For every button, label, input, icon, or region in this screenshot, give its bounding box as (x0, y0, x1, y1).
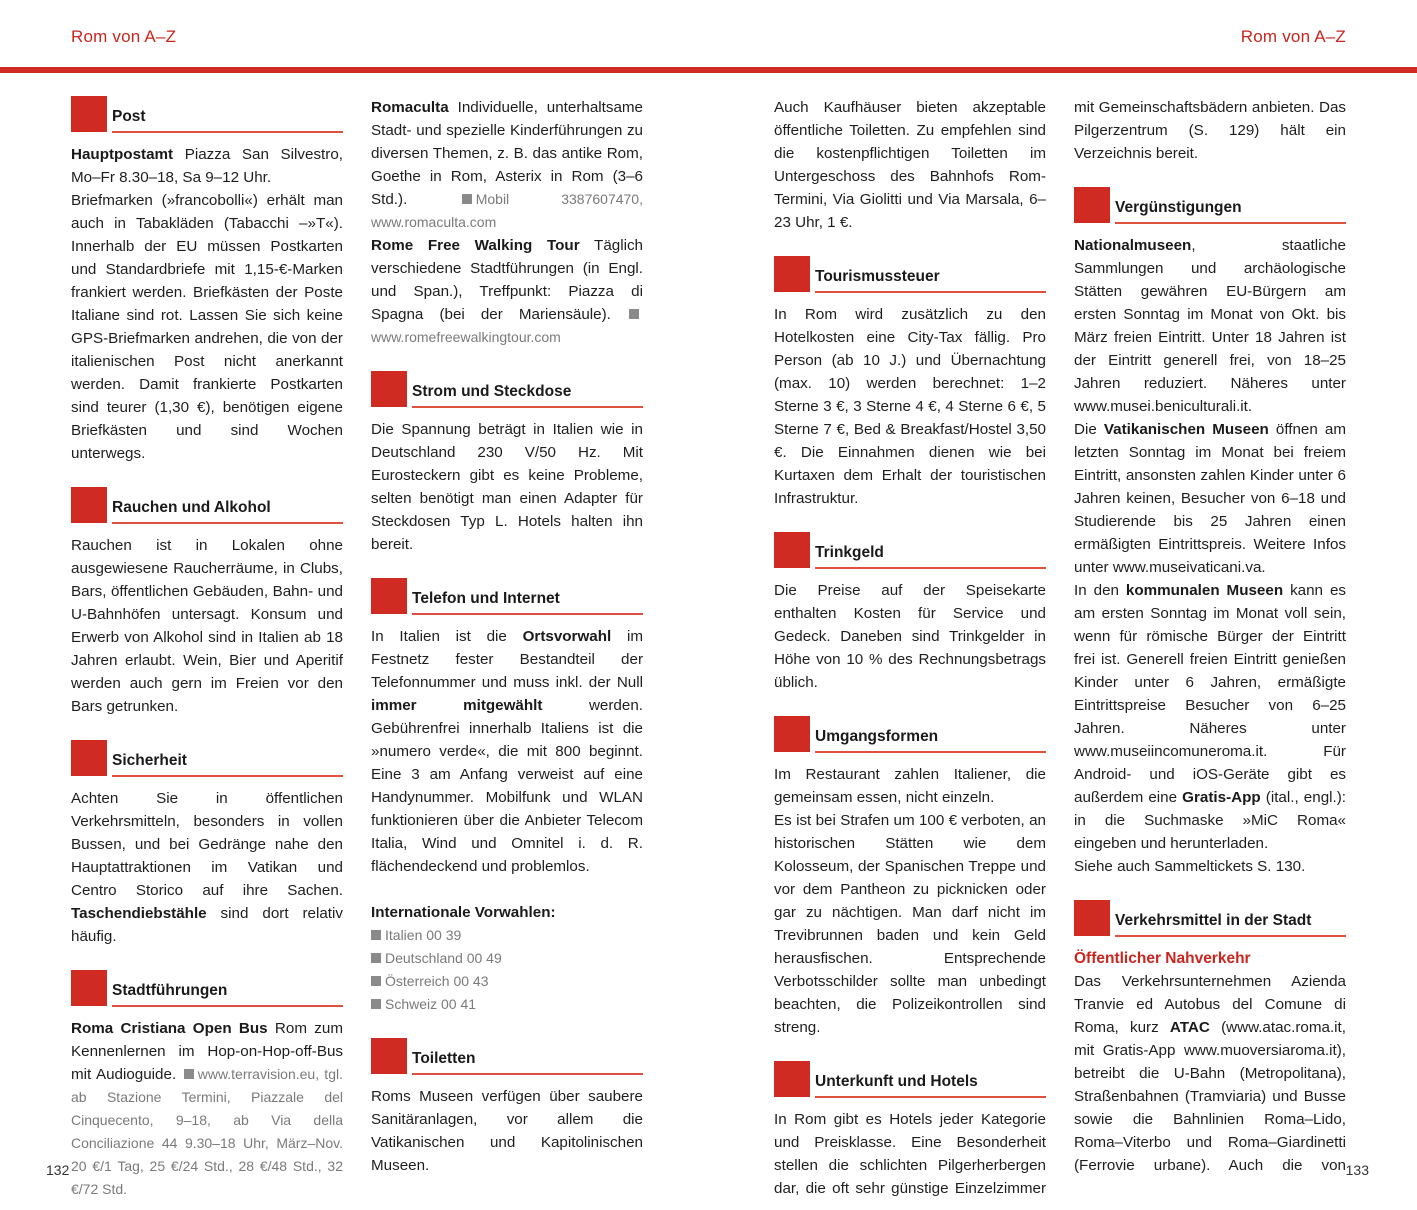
text: Täglich verschiedene Stadtführungen (in Engl. und Span.), Treffpunkt: Piazza di Spagna (bei der Mariensäule). (371, 237, 643, 323)
verguenstigungen-p2 (1074, 418, 1346, 579)
info-bullet-icon (462, 194, 472, 204)
section-header-telefon (371, 578, 643, 615)
info-bullet-icon (184, 1069, 194, 1079)
text: Die (1074, 421, 1104, 438)
bold-term: Nationalmuseen (1074, 237, 1192, 254)
section-title: Post (112, 108, 146, 125)
section-title: Sicherheit (112, 752, 187, 769)
section-rule (412, 406, 643, 408)
section-header-sicherheit (71, 740, 343, 777)
section-header-verguenstigungen (1074, 187, 1346, 224)
section-title: Strom und Steckdose (412, 383, 572, 400)
section-rule (815, 1096, 1046, 1098)
text: Das Verkehrsunternehmen Azienda Tranvie ed Autobus del Comune di Roma, kurz (1074, 973, 1346, 1036)
bold-term: Romaculta (371, 99, 449, 116)
section-marker-icon (774, 716, 810, 752)
bold-term: ATAC (1169, 1019, 1210, 1036)
section-marker-icon (774, 1061, 810, 1097)
text: kann es am ersten Sonntag im Monat voll sein, wenn für römische Bürger der Eintritt frei ist. Generell freien Eintritt genießen Kinder unter 6 Jahren, ermäßigte Eintrittspreise Besucher von 6–25 Jahren. Näheres unter www.museiincomuneroma.it. Für Android- und iOS-Geräte gibt es außerdem eine (1074, 582, 1346, 806)
vorwahl-item (371, 947, 643, 970)
bold-term: kommunalen Museen (1125, 582, 1284, 599)
text: (ital., engl.): in die Suchmaske »MiC Roma« eingeben und herunterladen. (1074, 789, 1347, 852)
text: , staatliche Sammlungen und archäologische Stätten gewähren EU-Bürgern am ersten Sonntag im Monat von Okt. bis März freien Eintritt. Unter 18 Jahren ist der Eintritt generell frei, von 18–25 Jahren reduziert. Näheres unter www.musei.beniculturali.it. (1074, 237, 1346, 415)
romaculta-entry (371, 96, 643, 234)
rauchen-body: Rauchen ist in Lokalen ohne ausgewiesene Raucherräume, in Clubs, Bars, öffentlichen Gebäuden, Bahn- und U-Bahnhöfen untersagt. Konsum und Erwerb von Alkohol sind in Italien ab 18 Jahren erlaubt. Wein, Bier und Aperitif werden auch gern im Freien vor den Bars getrunken. (71, 537, 343, 715)
bold-term: immer mitgewählt (371, 697, 543, 714)
section-marker-icon (71, 96, 107, 132)
verguenstigungen-p3 (1074, 579, 1346, 855)
bold-term: Rome Free Walking Tour (371, 237, 580, 254)
info-text: Mobil 3387607470, www.romaculta.com (371, 191, 643, 230)
vorwahl-item (371, 993, 643, 1016)
bold-term: Gratis-App (1182, 789, 1261, 806)
section-title: Trinkgeld (815, 544, 884, 561)
toiletten-body: Roms Museen verfügen über saubere Sanitäranlagen, vor allem die Vatikanischen und Kapitolinischen Museen. (371, 1088, 643, 1174)
section-title: Verkehrsmittel in der Stadt (1115, 912, 1312, 929)
verguenstigungen-p4: Siehe auch Sammeltickets S. 130. (1074, 858, 1306, 875)
list-bullet-icon (371, 999, 381, 1009)
stadtfuehrungen-openbus (71, 1017, 343, 1201)
section-marker-icon (371, 578, 407, 614)
vorwahlen-title (371, 901, 643, 924)
text: Individuelle, unterhaltsame Stadt- und spezielle Kinderführungen zu diversen Themen, z. B. das antike Rom, Goethe in Rom, Asterix in Rom (3–6 Std.). (371, 99, 643, 208)
text: Piazza San Silvestro, Mo–Fr 8.30–18, Sa 9–12 Uhr. (71, 146, 343, 186)
section-header-stadtfuehrungen (71, 970, 343, 1007)
section-header-verkehrsmittel (1074, 900, 1346, 937)
section-marker-icon (71, 487, 107, 523)
text: Italien 00 39 (385, 927, 462, 943)
column-2 (371, 96, 643, 1177)
running-head-right: Rom von A–Z (1240, 27, 1346, 46)
section-header-umgangsformen (774, 716, 1046, 753)
text: Schweiz 00 41 (385, 996, 477, 1012)
section-rule (815, 751, 1046, 753)
bold-term: Hauptpostamt (71, 146, 174, 163)
vorwahl-item (371, 924, 643, 947)
trinkgeld-body: Die Preise auf der Speisekarte enthalten Kosten für Service und Gedeck. Daneben sind Trinkgelder in Höhe von 10 % des Rechnungsbetrags üblich. (774, 582, 1046, 691)
post-body: Briefmarken (»francobolli«) erhält man auch in Tabakläden (Tabacchi –»T«). Innerhalb der EU müssen Postkarten und Standardbriefe mit 1,15-€-Marken frankiert werden. Briefkästen der Poste Italiane sind rot. Lassen Sie sich keine GPS-Briefmarken andrehen, die von der italienischen Post nicht anerkannt werden. Damit frankierte Postkarten sind teurer (1,30 €), benötigen eigene Briefkästen und sind Wochen unterwegs. (71, 192, 343, 462)
section-title: Rauchen und Alkohol (112, 499, 271, 516)
section-title: Umgangsformen (815, 728, 939, 745)
sicherheit-body (71, 787, 343, 948)
section-marker-icon (774, 532, 810, 568)
section-header-post (71, 96, 343, 133)
list-bullet-icon (371, 953, 381, 963)
text: werden. Gebührenfrei innerhalb Italiens ist die »numero verde«, die mit 800 beginnt. Eine 3 am Anfang verweist auf eine Handynummer. Mobilfunk und WLAN funktionieren über die Anbieter Telecom Italia, Wind und Omnitel i. d. R. flächendeckend und problemlos. (371, 697, 643, 875)
section-rule (112, 1005, 343, 1007)
header-rule (0, 67, 1417, 73)
section-marker-icon (1074, 900, 1110, 936)
toiletten-continued: Auch Kaufhäuser bieten akzeptable öffentliche Toiletten. Zu empfehlen sind die kostenpflichtigen Toiletten im Untergeschoss des Bahnhofs Rom-Termini, Via Giolitti und Via Marsala, 6–23 Uhr, 1 €. (774, 99, 1046, 231)
text: In Italien ist die (371, 628, 523, 645)
unterkunft-continued: mit Gemeinschaftsbädern anbieten. Das Pilgerzentrum (S. 129) hält ein Verzeichnis bereit. (1074, 99, 1346, 162)
text: öffnen am letzten Sonntag im Monat bei freiem Eintritt, ansonsten zahlen Kinder unter 6 Jahren keinen, Besucher von 6–18 und Studierende bis 25 Jahren einen ermäßigten Eintrittspreis. Weitere Infos unter www.museivaticani.va. (1074, 421, 1346, 576)
section-header-strom (371, 371, 643, 408)
text: sind dort relativ häufig. (71, 905, 343, 945)
bold-term: Roma Cristiana Open Bus (71, 1020, 268, 1037)
section-header-unterkunft (774, 1061, 1046, 1098)
text: In den (1074, 582, 1126, 599)
text: Deutschland 00 49 (385, 950, 502, 966)
page-number-left: 132 (46, 1162, 70, 1178)
column-1 (71, 96, 343, 1201)
section-rule (1115, 935, 1346, 937)
section-rule (412, 1073, 643, 1075)
info-text: www.terravision.eu, tgl. ab Stazione Termini, Piazzale del Cinquecento, 9–18, ab Via della Conciliazione 44 9.30–18 Uhr, März–Nov. 20 €/1 Tag, 25 €/24 Std., 28 €/48 Std., 32 €/72 Std. (71, 1066, 343, 1197)
tourismus-body: In Rom wird zusätzlich zu den Hotelkosten eine City-Tax fällig. Pro Person (ab 10 J.) und Übernachtung (max. 10) werden berechnet: 1–2 Sterne 3 €, 3 Sterne 4 €, 4 Sterne 6 €, 5 Sterne 7 €, Bed & Breakfast/Hostel 3,50 €. Die Einnahmen dienen wie bei Kurtaxen dem Erhalt der touristischen Infrastruktur. (774, 306, 1046, 507)
section-header-trinkgeld (774, 532, 1046, 569)
info-text: www.romefreewalkingtour.com (371, 329, 561, 345)
freewalking-entry (371, 234, 643, 349)
section-marker-icon (371, 1038, 407, 1074)
section-title: Toiletten (412, 1050, 476, 1067)
section-title: Telefon und Internet (412, 590, 560, 607)
section-rule (112, 522, 343, 524)
unterkunft-body: In Rom gibt es Hotels jeder Kategorie und Preisklasse. Eine Besonderheit stellen die schlichten Pilgerherbergen dar, die oft sehr günstige Einzelzimmer (774, 1111, 1046, 1197)
section-marker-icon (71, 740, 107, 776)
umgang-p1: Im Restaurant zahlen Italiener, die gemeinsam essen, nicht einzeln. (774, 766, 1046, 806)
running-head-left: Rom von A–Z (71, 27, 177, 46)
bold-term: Ortsvorwahl (522, 628, 612, 645)
list-bullet-icon (371, 976, 381, 986)
section-title: Stadtführungen (112, 982, 228, 999)
section-header-rauchen (71, 487, 343, 524)
text: (www.atac.roma.it, mit Gratis-App www.muoversiaroma.it), betreibt die U-Bahn (Metropolitana), Straßenbahnen (Tramviaria) und Busse sowie die Bahnlinien Roma–Lido, Roma–Viterbo und Roma–Giardinetti (Ferrovie urbane). Auch die von (1074, 1019, 1346, 1174)
list-bullet-icon (371, 930, 381, 940)
vorwahl-item (371, 970, 643, 993)
column-4 (1074, 96, 1346, 1177)
section-header-tourismussteuer (774, 256, 1046, 293)
section-title: Unterkunft und Hotels (815, 1073, 978, 1090)
section-rule (815, 291, 1046, 293)
section-marker-icon (371, 371, 407, 407)
bold-term: Taschendiebstähle (71, 905, 207, 922)
column-3 (774, 96, 1046, 1200)
umgang-p2: Es ist bei Strafen um 100 € verboten, an historischen Stätten wie dem Kolosseum, der Spanischen Treppe und vor dem Pantheon zu picknicken oder gar zu nächtigen. Man darf nicht im Trevibrunnen baden und kein Geld herausfischen. Entsprechende Verbotsschilder sollte man unbedingt beachten, die Polizeikontrollen sind streng. (774, 812, 1046, 1036)
text: Rom zum Kennenlernen im Hop-on-Hop-off-Bus mit Audioguide. (71, 1020, 343, 1083)
section-header-toiletten (371, 1038, 643, 1075)
section-rule (412, 613, 643, 615)
post-hauptpostamt (71, 143, 343, 189)
section-marker-icon (774, 256, 810, 292)
text: Österreich 00 43 (385, 973, 489, 989)
section-rule (112, 131, 343, 133)
text: im Festnetz fester Bestandteil der Telefonnummer und muss inkl. der Null (371, 628, 643, 691)
strom-body: Die Spannung beträgt in Italien wie in Deutschland 230 V/50 Hz. Mit Eurosteckern gibt es keine Probleme, selten benötigt man einen Adapter für Steckdosen Typ L. Hotels halten ihn bereit. (371, 421, 643, 553)
subheading: Internationale Vorwahlen: (371, 904, 556, 921)
section-rule (1115, 222, 1346, 224)
page-number-right: 133 (1345, 1162, 1369, 1178)
verkehr-body (1074, 970, 1346, 1177)
telefon-body (371, 625, 643, 878)
section-rule (112, 775, 343, 777)
subheading-nahverkehr: Öffentlicher Nahverkehr (1074, 950, 1251, 967)
info-bullet-icon (629, 309, 639, 319)
bold-term: Vatikanischen Museen (1103, 421, 1269, 438)
section-marker-icon (1074, 187, 1110, 223)
section-rule (815, 567, 1046, 569)
verguenstigungen-p1 (1074, 234, 1346, 418)
section-title: Tourismussteuer (815, 268, 940, 285)
section-title: Vergünstigungen (1115, 199, 1242, 216)
text: Achten Sie in öffentlichen Verkehrsmitteln, besonders in vollen Bussen, und bei Gedränge nahe den Hauptattraktionen im Vatikan und Centro Storico auf ihre Sachen. (71, 790, 343, 899)
section-marker-icon (71, 970, 107, 1006)
